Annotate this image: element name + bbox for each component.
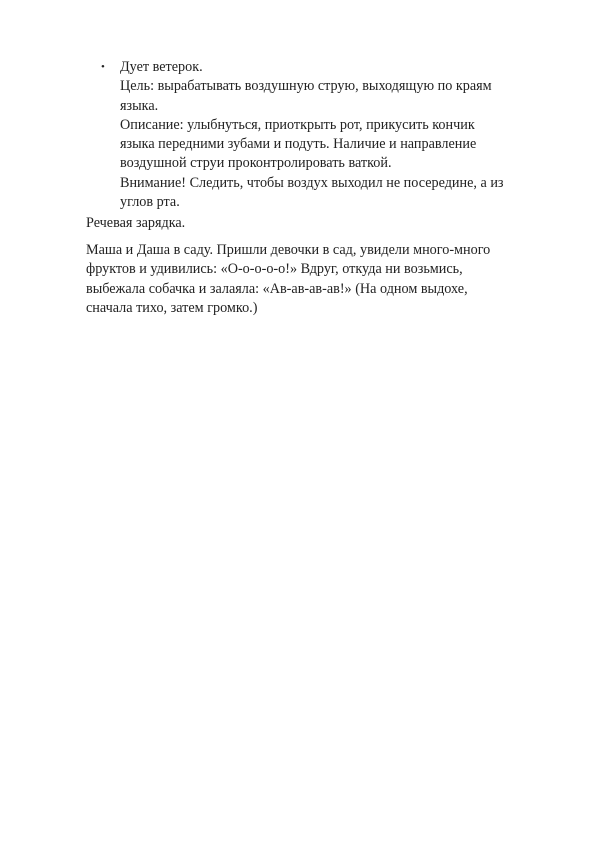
exercise-goal-line-2: языка.	[120, 97, 159, 114]
exercise-item	[86, 58, 556, 212]
bullet-icon: •	[101, 61, 105, 73]
exercise-list	[86, 58, 556, 212]
speech-warmup-line-1: Маша и Даша в саду. Пришли девочки в сад, увидели много-много	[86, 242, 491, 258]
speech-warmup-line-3: выбежала собачка и залаяла: «Ав-ав-ав-ав!» (На одном выдохе,	[86, 280, 468, 297]
speech-warmup-line-2: фруктов и удивились: «О-о-о-о-о!» Вдруг, откуда ни возьмись,	[86, 261, 463, 278]
exercise-title: Дует ветерок.	[120, 59, 203, 75]
exercise-attention-line-1: Внимание! Следить, чтобы воздух выходил не посередине, а из	[120, 174, 504, 191]
speech-warmup-text	[86, 241, 556, 318]
exercise-description-line-2: языка передними зубами и подуть. Наличие и направление	[120, 136, 477, 153]
exercise-attention-line-2: углов рта.	[120, 194, 180, 211]
exercise-description-line-3: воздушной струи проконтролировать ваткой.	[120, 155, 392, 172]
speech-warmup-heading: Речевая зарядка.	[86, 215, 186, 231]
speech-warmup-line-4: сначала тихо, затем громко.)	[86, 299, 258, 316]
exercise-goal-line-1: Цель: вырабатывать воздушную струю, выходящую по краям	[120, 78, 492, 95]
exercise-description-line-1: Описание: улыбнуться, приоткрыть рот, прикусить кончик	[120, 116, 475, 133]
